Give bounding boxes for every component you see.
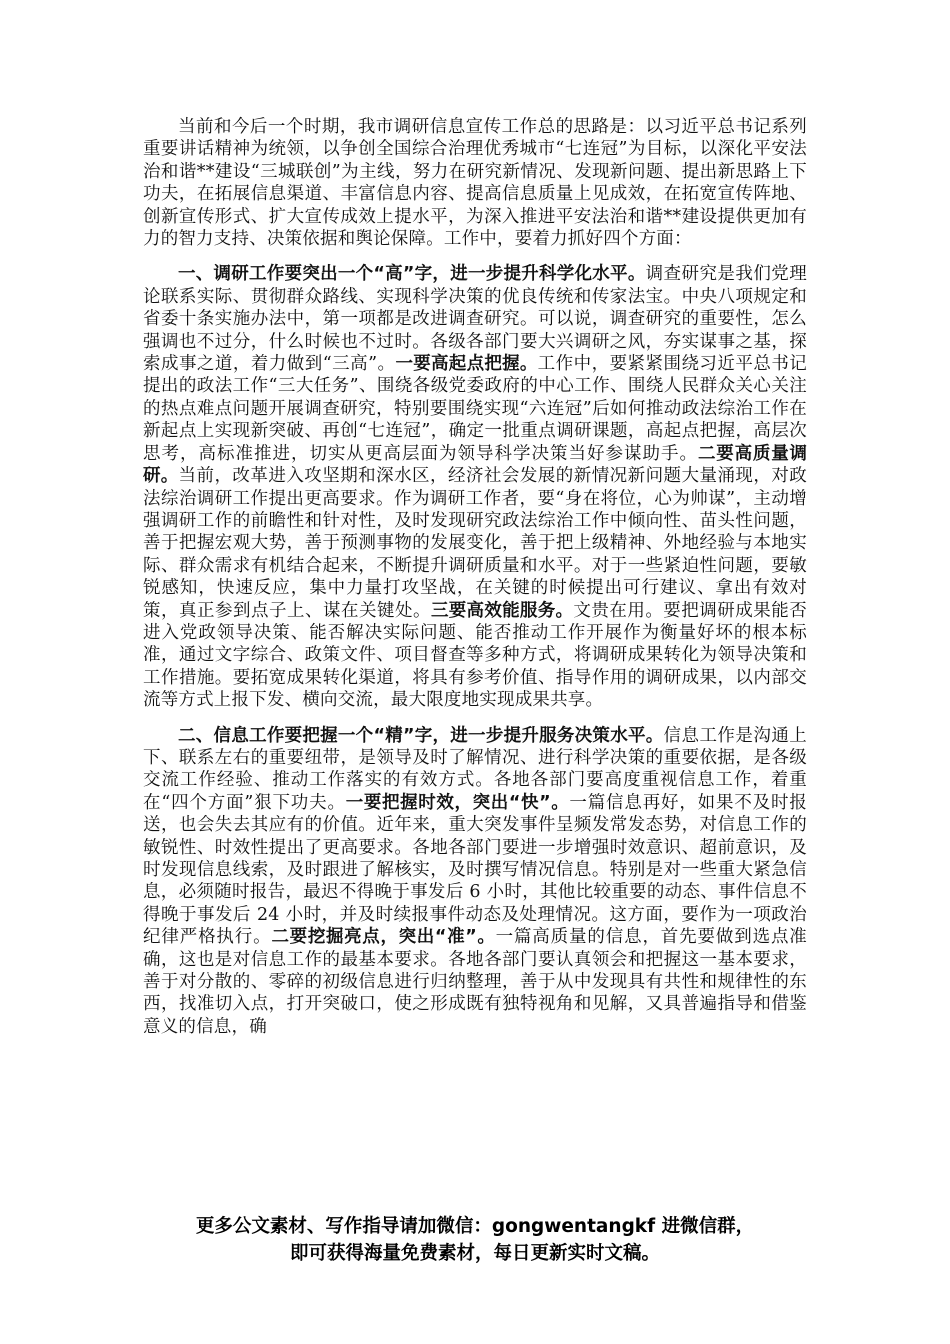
section-2-text-3: 一篇高质量的信息，首先要做到选点准确，这也是对信息工作的最基本要求。各地各部门要认真领会和把握这一基本要求，善于对分散的、零碎的初级信息进行归纳整理，善于从中发现具有共性和规律性的东西，找准切入点，打开突破口，使之形成既有独特视角和见解，又具普遍指导和借鉴意义的信息，确 [143, 927, 807, 1037]
section-1-text-1: 调查研究是我们党理论联系实际、贯彻群众路线、实现科学决策的优良传统和传家法宝。中央八项规定和省委十条实施办法中，第一项都是改进调查研究。可以说，调查研究的重要性，怎么强调也不过分，什么时候也不过时。各级各部门要大兴调研之风，夯实谋事之基，探索成事之道，着力做到“三高”。 [143, 264, 807, 375]
promo-line-1: 更多公文素材、写作指导请加微信：gongwentangkf 进微信群， [195, 1216, 755, 1237]
section-1-point-3: 三要高效能服务。 [430, 600, 574, 621]
section-1-paragraph [143, 263, 807, 711]
intro-paragraph [143, 116, 807, 250]
section-2-paragraph [143, 725, 807, 1039]
promo-line-2: 即可获得海量免费素材，每日更新实时文稿。 [289, 1243, 660, 1264]
section-1-text-4: 文贵在用。要把调研成果能否进入党政领导决策、能否解决实际问题、能否推动工作开展作为衡量好坏的根本标准，通过文字综合、政策文件、项目督查等多种方式，将调研成果转化为领导决策和工作措施。要拓宽成果转化渠道，将具有参考价值、指导作用的调研成果，以内部交流等方式上报下发、横向交流，最大限度地实现成果共享。 [143, 600, 807, 711]
document-body [143, 116, 807, 1038]
section-1-text-2: 工作中，要紧紧围绕习近平总书记提出的政法工作“三大任务”、围绕各级党委政府的中心工作、围绕人民群众关心关注的热点难点问题开展调查研究，特别要围绕实现“六连冠”后如何推动政法综治工作在新起点上实现新突破、再创“七连冠”，确定一批重点调研课题，高起点把握，高层次思考，高标准推进，切实从更高层面为领导科学决策当好参谋助手。 [143, 354, 807, 464]
section-2-text-1: 信息工作是沟通上下、联系左右的重要纽带，是领导及时了解情况、进行科学决策的重要依据，是各级交流工作经验、推动工作落实的有效方式。各地各部门要高度重视信息工作，着重在“四个方面”狠下功夫。 [143, 725, 807, 813]
section-1-point-2: 二要高质量调研。 [143, 443, 807, 487]
section-1-heading: 一、调研工作要突出一个“高”字，进一步提升科学化水平。 [178, 264, 646, 285]
section-2-text-2: 一篇信息再好，如果不及时报送，也会失去其应有的价值。近年来，重大突发事件呈频发常发态势，对信息工作的敏锐性、时效性提出了更高要求。各地各部门要进一步增强时效意识、超前意识，及时发现信息线索，及时跟进了解核实，及时撰写情况信息。特别是对一些重大紧急信息，必须随时报告，最迟不得晚于事发后 6 小时，其他比较重要的动态、事件信息不得晚于事发后 24 小时，并及时续报事件动态及处理情况。这方面，要作为一项政治纪律严格执行。 [143, 792, 807, 948]
section-1-point-1: 一要高起点把握。 [395, 354, 538, 375]
promo-footer [0, 1213, 950, 1267]
section-2-point-1: 一要把握时效，突出“快”。 [345, 792, 570, 813]
section-2-point-2: 二要挖掘亮点，突出“准”。 [271, 927, 496, 948]
section-2-heading: 二、信息工作要把握一个“精”字，进一步提升服务决策水平。 [178, 725, 664, 746]
section-1-text-3: 当前，改革进入攻坚期和深水区，经济社会发展的新情况新问题大量涌现，对政法综治调研工作提出更高要求。作为调研工作者，要“身在将位，心为帅谋”，主动增强调研工作的前瞻性和针对性，及时发现研究政法综治工作中倾向性、苗头性问题，善于把握宏观大势，善于预测事物的发展变化，善于把上级精神、外地经验与本地实际、群众需求有机结合起来，不断提升调研质量和水平。对于一些紧迫性问题，要敏锐感知，快速反应，集中力量打攻坚战，在关键的时候提出可行建议、拿出有效对策，真正参到点子上、谋在关键处。 [143, 466, 808, 621]
intro-text: 当前和今后一个时期，我市调研信息宣传工作总的思路是：以习近平总书记系列重要讲话精神为统领，以争创全国综合治理优秀城市“七连冠”为目标，以深化平安法治和谐**建设“三城联创”为主线，努力在研究新情况、发现新问题、提出新思路上下功夫，在拓展信息渠道、丰富信息内容、提高信息质量上见成效，在拓宽宣传阵地、创新宣传形式、扩大宣传成效上提水平，为深入推进平安法治和谐**建设提供更加有力的智力支持、决策依据和舆论保障。工作中，要着力抓好四个方面： [143, 117, 807, 250]
